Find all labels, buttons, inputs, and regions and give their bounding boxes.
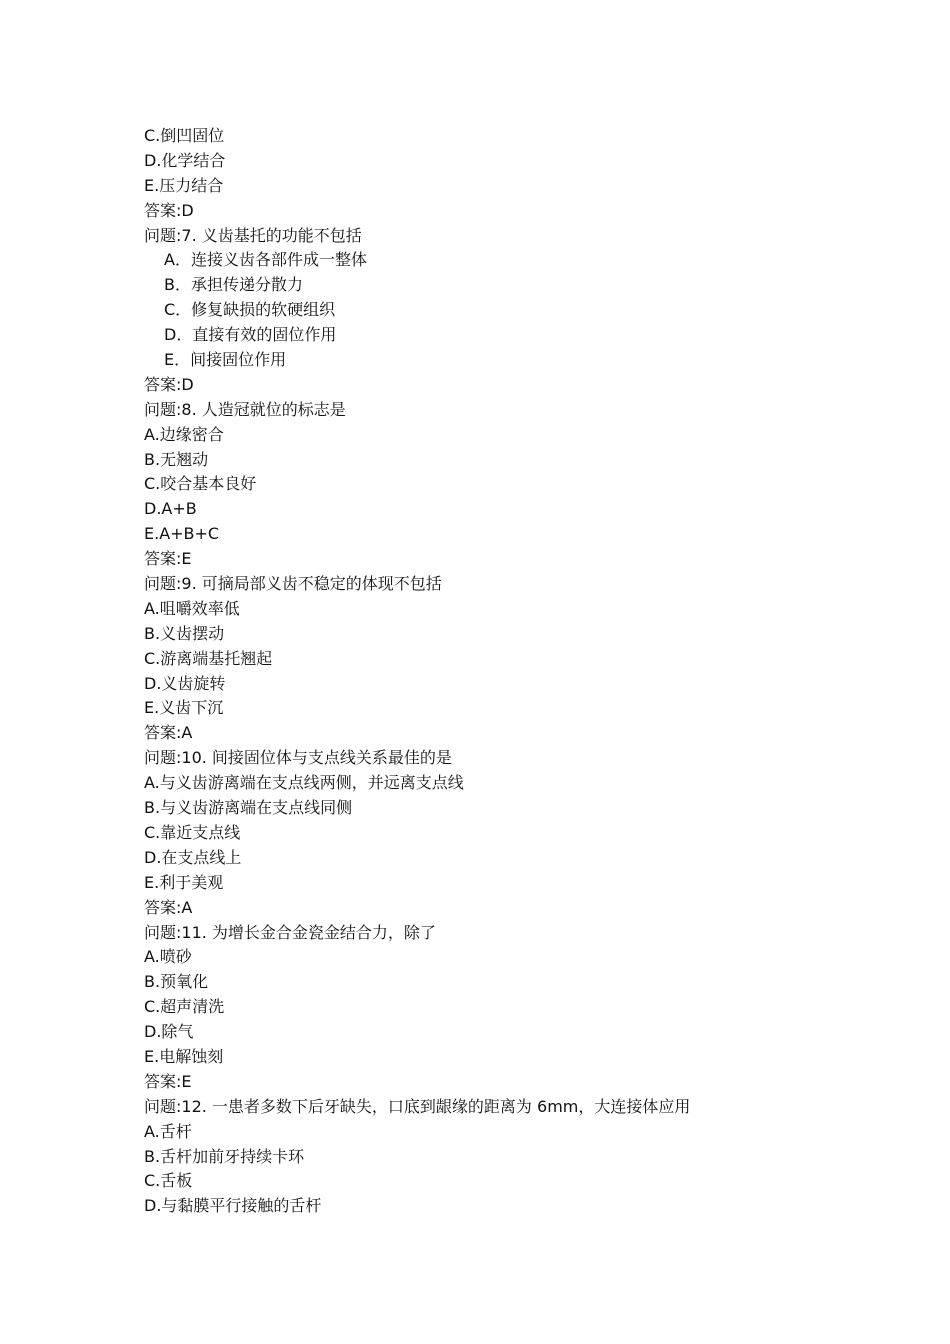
answer-text: 答案:A [144, 897, 193, 917]
option-text: B.无翘动 [144, 449, 209, 469]
answer-text: 答案:D [144, 374, 194, 394]
option-text: C．修复缺损的软硬组织 [164, 300, 336, 320]
option-text: A.喷砂 [144, 947, 192, 967]
option-text: B.舌杆加前牙持续卡环 [144, 1146, 305, 1166]
option-text: D.在支点线上 [144, 847, 242, 867]
option-text: B.义齿摆动 [144, 623, 225, 643]
answer-text: 答案:A [144, 723, 193, 743]
answer-text: 答案:E [144, 549, 192, 569]
option-text: B．承担传递分散力 [164, 275, 303, 295]
answer-text: 答案:D [144, 200, 194, 220]
option-text: A.与义齿游离端在支点线两侧，并远离支点线 [144, 773, 464, 793]
option-text: E.A+B+C [144, 524, 220, 544]
question-text: 问题:7. 义齿基托的功能不包括 [144, 225, 362, 245]
option-text: A.边缘密合 [144, 424, 224, 444]
option-text: A.舌杆 [144, 1121, 192, 1141]
option-text: D.化学结合 [144, 150, 226, 170]
option-text: C.超声清洗 [144, 997, 225, 1017]
option-text: A．连接义齿各部件成一整体 [164, 250, 367, 270]
option-text: C.靠近支点线 [144, 822, 241, 842]
option-text: C.倒凹固位 [144, 126, 225, 145]
option-text: E．间接固位作用 [164, 350, 287, 370]
option-text: D.与黏膜平行接触的舌杆 [144, 1196, 322, 1216]
option-text: D．直接有效的固位作用 [164, 325, 337, 345]
option-text: C.咬合基本良好 [144, 474, 257, 494]
question-text: 问题:8. 人造冠就位的标志是 [144, 399, 346, 419]
option-text: E.义齿下沉 [144, 698, 224, 718]
option-text: C.游离端基托翘起 [144, 648, 273, 668]
question-text: 问题:11. 为增长金合金瓷金结合力，除了 [144, 922, 436, 942]
option-text: D.除气 [144, 1022, 194, 1042]
question-text: 问题:12. 一患者多数下后牙缺失，口底到龈缘的距离为 6mm，大连接体应用 [144, 1096, 691, 1116]
option-text: A.咀嚼效率低 [144, 598, 240, 618]
option-text: E.利于美观 [144, 872, 224, 892]
option-text: B.与义齿游离端在支点线同侧 [144, 798, 353, 818]
question-text: 问题:9. 可摘局部义齿不稳定的体现不包括 [144, 574, 442, 594]
option-text: E.电解蚀刻 [144, 1046, 224, 1066]
option-text: C.舌板 [144, 1171, 193, 1191]
document-content [144, 124, 864, 1219]
question-text: 问题:10. 间接固位体与支点线关系最佳的是 [144, 748, 452, 768]
option-text: B.预氧化 [144, 972, 209, 992]
answer-text: 答案:E [144, 1071, 192, 1091]
option-text: D.A+B [144, 499, 197, 519]
option-text: E.压力结合 [144, 175, 224, 195]
option-text: D.义齿旋转 [144, 673, 226, 693]
